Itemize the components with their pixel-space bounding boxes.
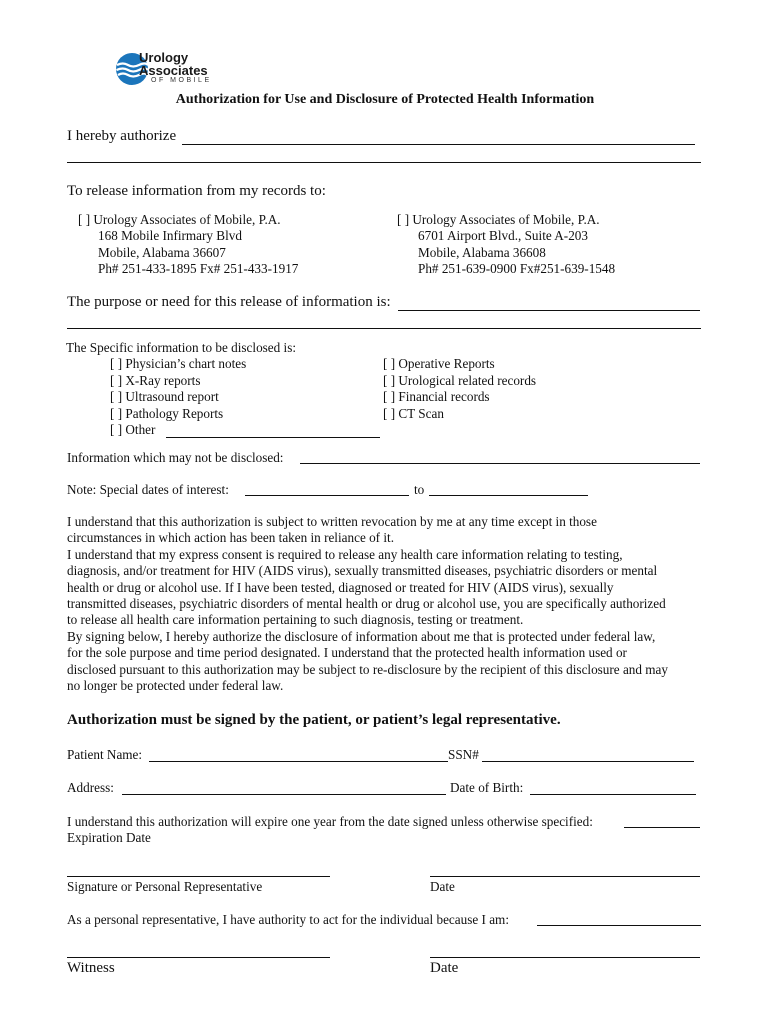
location-1-name: Urology Associates of Mobile, P.A. [93,212,281,227]
info-options-left [110,356,246,439]
consent-line: diagnosis, and/or treatment for HIV (AIDS virus), sexually transmitted diseases, psychiatric disorders or mental [67,563,658,579]
option-ct-scan[interactable]: [ ] CT Scan [383,405,444,421]
location-1-checkbox[interactable]: [ ] [78,212,91,227]
option-operative-reports[interactable]: [ ] Operative Reports [383,356,495,371]
option-financial-records[interactable]: [ ] Financial records [383,389,490,405]
ssn-field[interactable] [482,761,694,762]
date-label: Date [430,879,455,894]
not-disclosed-field[interactable] [300,463,700,464]
consent-text [67,514,707,694]
location-2 [397,212,615,277]
consent-line: to release all health care information pertaining to such diagnosis, testing or treatment. [67,612,524,628]
address-label: Address: [67,780,114,795]
dates-to: to [414,482,425,497]
page-title: Authorization for Use and Disclosure of Protected Health Information [175,92,595,107]
rep-label: As a personal representative, I have authority to act for the individual because I am: [67,912,509,927]
location-2-address1: 6701 Airport Blvd., Suite A-203 [418,228,588,244]
release-heading: To release information from my records to: [67,183,326,199]
purpose-field[interactable] [398,310,700,311]
date-field[interactable] [430,876,700,877]
specific-heading: The Specific information to be disclosed is: [66,340,296,355]
logo [115,48,225,88]
purpose-field-2[interactable] [67,328,701,329]
location-1-address2: Mobile, Alabama 36607 [98,244,226,260]
rep-field[interactable] [537,925,701,926]
purpose-label: The purpose or need for this release of information is: [67,294,391,310]
signature-field[interactable] [67,876,330,877]
option-pathology-reports[interactable]: [ ] Pathology Reports [110,405,224,421]
witness-date-label: Date [430,960,459,976]
option-ultrasound-report[interactable]: [ ] Ultrasound report [110,389,219,405]
patient-name-field[interactable] [149,761,448,762]
location-2-name: Urology Associates of Mobile, P.A. [412,212,600,227]
date-from-field[interactable] [245,495,409,496]
consent-line: I understand that my express consent is required to release any health care information relating to testing, [67,546,623,562]
location-2-address2: Mobile, Alabama 36608 [418,244,546,260]
logo-line-1: Urology [139,50,189,65]
location-1 [78,212,298,277]
consent-line: disclosed pursuant to this authorization may be subject to re-disclosure by the recipient of this disclosure and may [67,661,668,677]
consent-line: transmitted diseases, psychiatric disorders of mental health or drug or alcohol use, you are specifically authorized [67,596,666,612]
consent-line: health or drug or alcohol use. If I have been tested, diagnosed or treated for HIV (AIDS virus), sexually [67,579,614,595]
info-options-right [383,356,536,422]
sign-notice: Authorization must be signed by the patient, or patient’s legal representative. [67,712,561,728]
option-urological-records[interactable]: [ ] Urological related records [383,372,537,388]
logo-line-2: Associates [139,63,208,78]
date-to-field[interactable] [429,495,588,496]
address-field[interactable] [122,794,446,795]
location-2-checkbox[interactable]: [ ] [397,212,410,227]
other-field[interactable] [166,437,380,438]
dob-label: Date of Birth: [450,780,524,795]
location-1-address1: 168 Mobile Infirmary Blvd [98,228,242,244]
expire-text: I understand this authorization will expire one year from the date signed unless otherwise specified: [67,814,593,829]
witness-label: Witness [67,960,115,976]
consent-line: no longer be protected under federal law. [67,678,284,694]
patient-name-label: Patient Name: [67,747,143,762]
option-chart-notes[interactable]: [ ] Physician’s chart notes [110,356,247,371]
authorize-label: I hereby authorize [67,128,177,144]
location-1-phone: Ph# 251-433-1895 Fx# 251-433-1917 [98,260,299,276]
dates-label: Note: Special dates of interest: [67,482,229,497]
consent-line: I understand that this authorization is subject to written revocation by me at any time except in those [67,514,597,529]
ssn-label: SSN# [448,747,479,762]
option-xray-reports[interactable]: [ ] X-Ray reports [110,372,201,388]
consent-line: circumstances in which action has been taken in reliance of it. [67,530,394,546]
dob-field[interactable] [530,794,696,795]
logo-line-3: OF MOBILE [151,77,212,84]
option-other[interactable]: [ ] Other [110,422,156,438]
expire-field[interactable] [624,827,700,828]
consent-line: By signing below, I hereby authorize the disclosure of information about me that is protected under federal law, [67,628,656,644]
witness-field[interactable] [67,957,330,958]
authorize-field-2[interactable] [67,162,701,163]
location-2-phone: Ph# 251-639-0900 Fx#251-639-1548 [418,260,616,276]
consent-line: for the sole purpose and time period designated. I understand that the protected health information used or [67,645,627,661]
authorize-field[interactable] [182,144,695,145]
witness-date-field[interactable] [430,957,700,958]
signature-label: Signature or Personal Representative [67,879,263,894]
not-disclosed-label: Information which may not be disclosed: [67,450,284,465]
expiration-date-label: Expiration Date [67,830,151,845]
